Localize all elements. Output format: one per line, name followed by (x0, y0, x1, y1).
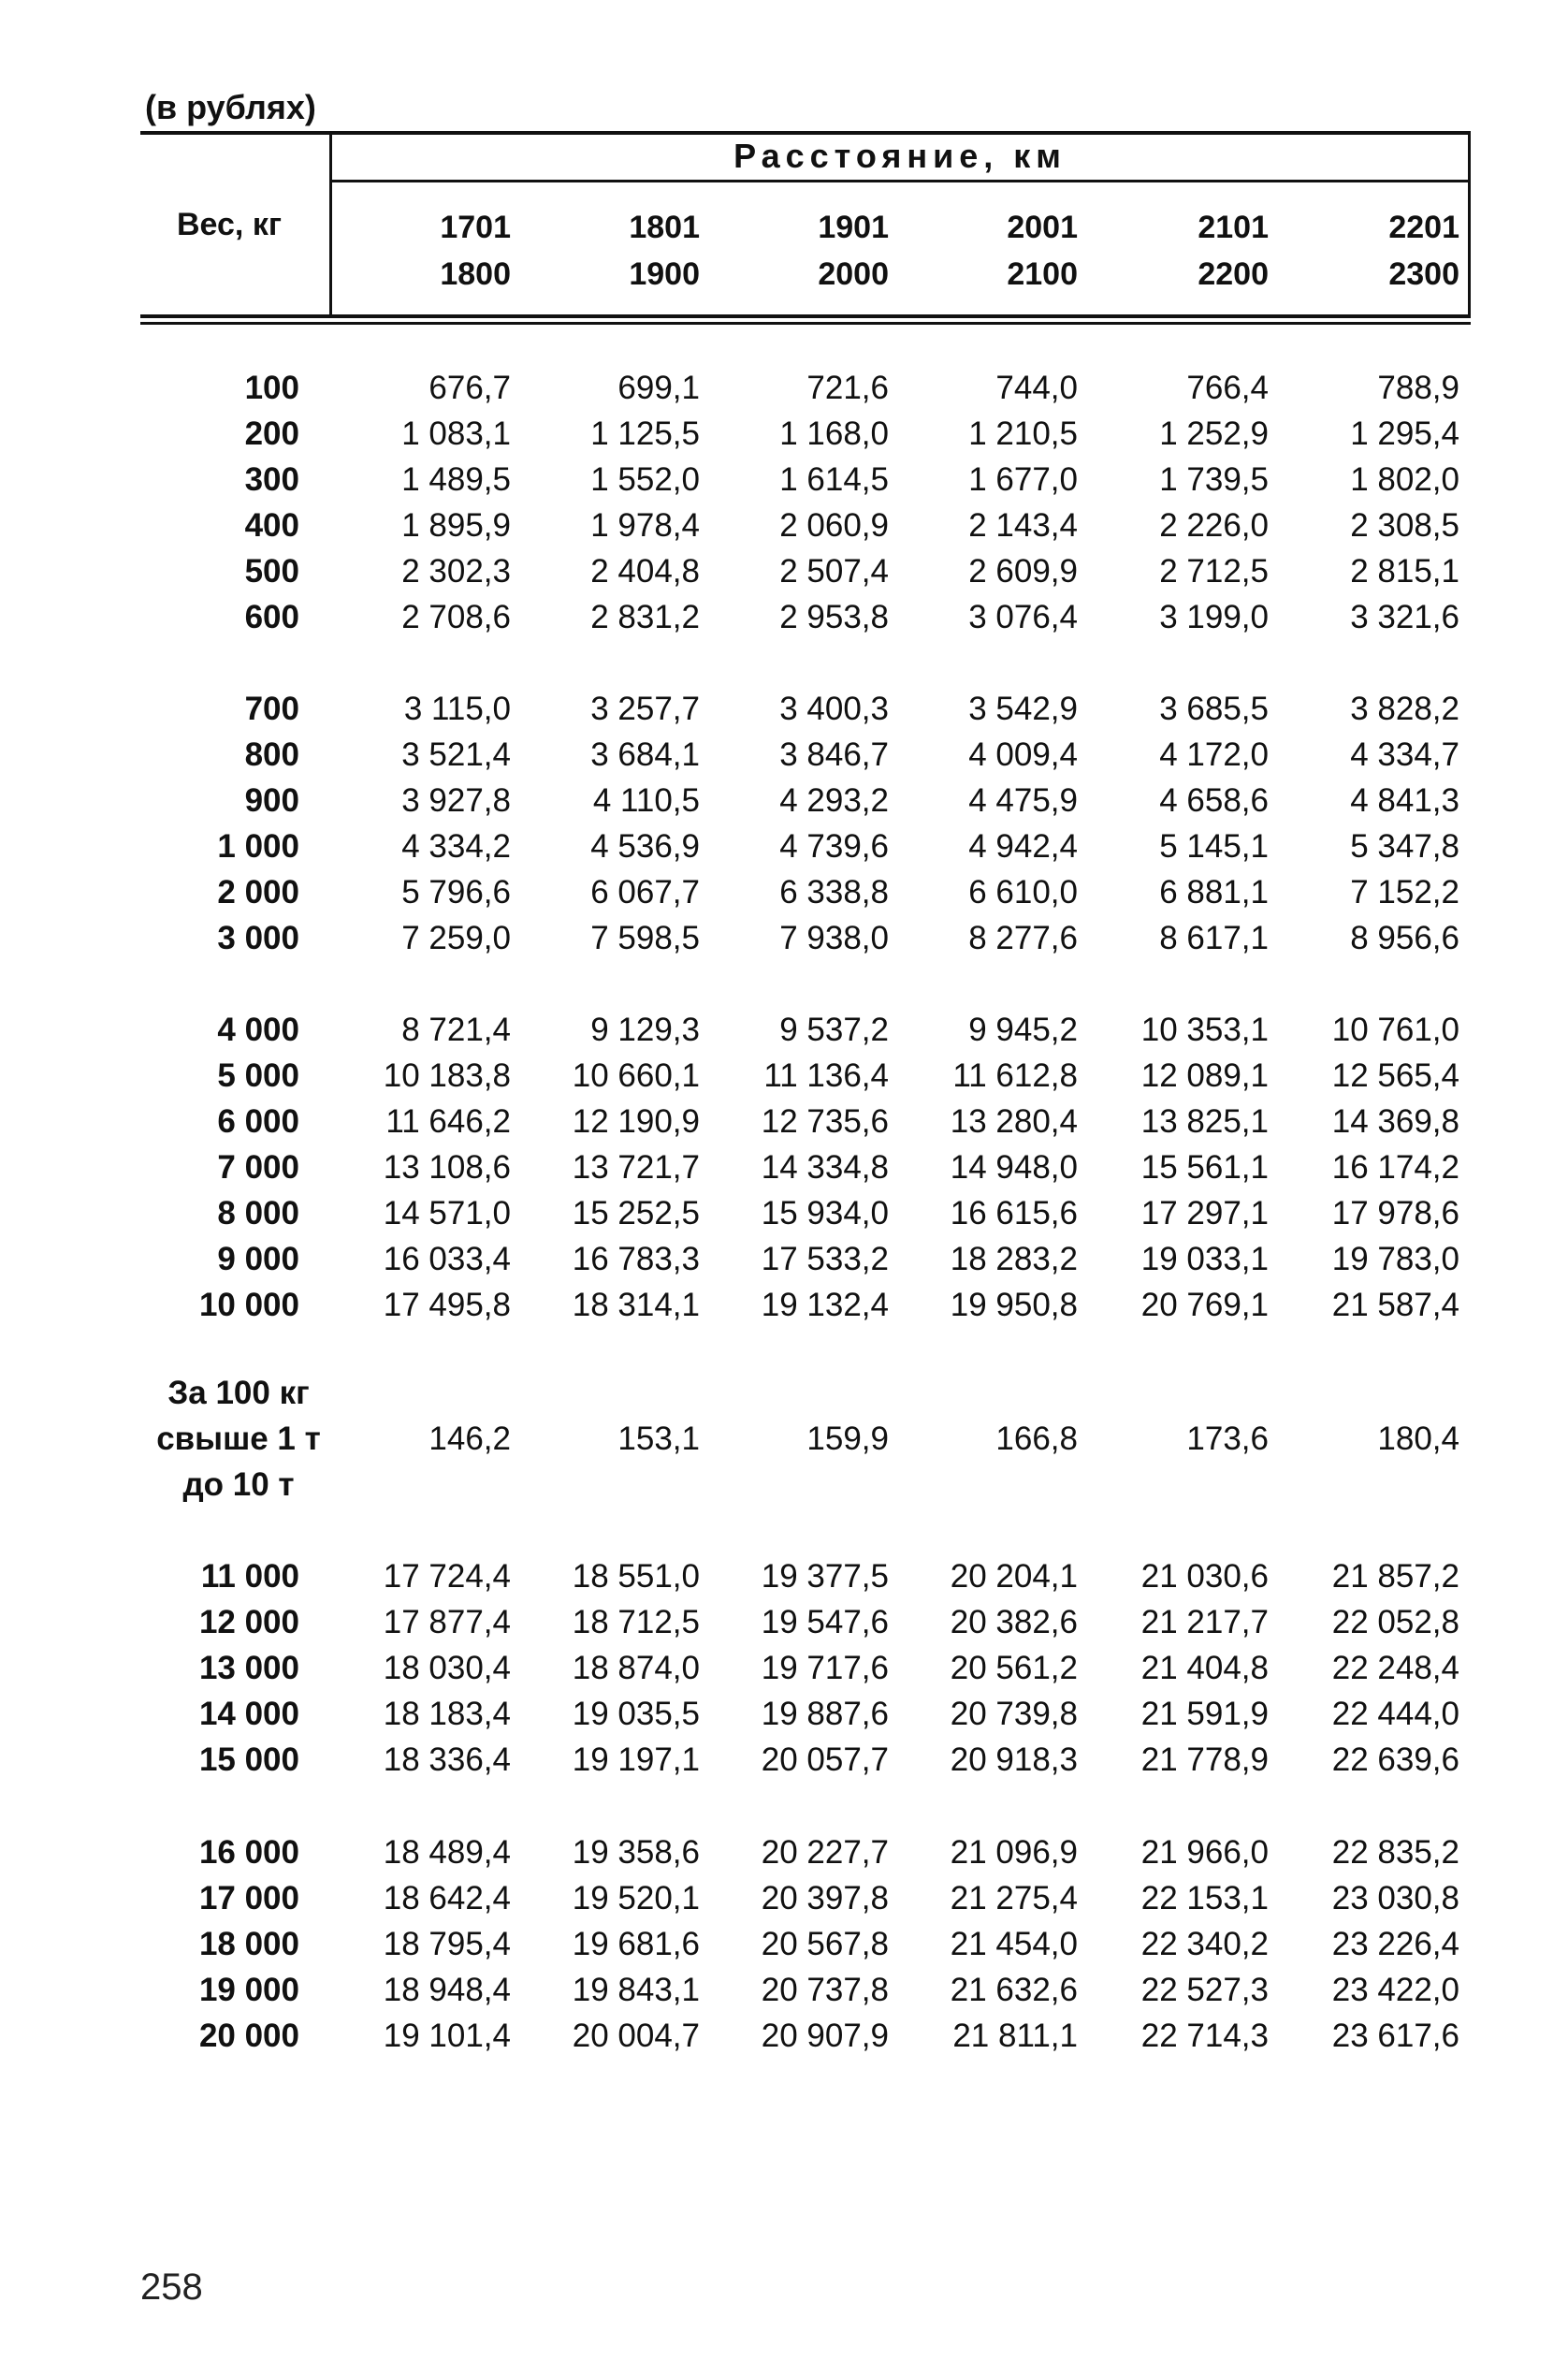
price-cell: 7 152,2 (1350, 874, 1459, 911)
price-cell: 17 978,6 (1331, 1195, 1459, 1231)
price-cell: 3 846,7 (779, 736, 889, 773)
price-cell: 6 610,0 (968, 874, 1078, 911)
surcharge-value: 159,9 (806, 1421, 889, 1457)
weight-cell: 12 000 (198, 1604, 299, 1640)
table-row (0, 1053, 1568, 1099)
price-cell: 21 404,8 (1140, 1650, 1269, 1686)
table-row (0, 686, 1568, 732)
price-cell: 22 248,4 (1331, 1650, 1459, 1686)
price-cell: 7 598,5 (590, 920, 700, 956)
price-cell: 2 831,2 (590, 599, 700, 635)
price-cell: 13 721,7 (572, 1149, 700, 1186)
price-cell: 8 277,6 (968, 920, 1078, 956)
column-to: 2200 (1198, 256, 1269, 292)
surcharge-label-line: свыше 1 т (156, 1421, 321, 1457)
price-cell: 3 684,1 (590, 736, 700, 773)
price-cell: 14 369,8 (1331, 1103, 1459, 1140)
price-cell: 20 057,7 (761, 1741, 889, 1778)
weight-cell: 3 000 (217, 920, 299, 956)
price-cell: 19 033,1 (1140, 1241, 1269, 1277)
price-cell: 676,7 (428, 370, 511, 406)
weight-cell: 9 000 (217, 1241, 299, 1277)
price-cell: 20 561,2 (950, 1650, 1078, 1686)
table-row (0, 503, 1568, 548)
price-cell: 3 115,0 (403, 691, 511, 727)
price-cell: 14 334,8 (761, 1149, 889, 1186)
surcharge-value: 173,6 (1186, 1421, 1269, 1457)
price-cell: 11 612,8 (952, 1057, 1078, 1094)
price-cell: 21 591,9 (1140, 1696, 1269, 1732)
price-cell: 16 174,2 (1331, 1149, 1459, 1186)
price-cell: 11 136,4 (763, 1057, 889, 1094)
price-cell: 4 334,2 (401, 828, 511, 865)
price-cell: 21 778,9 (1140, 1741, 1269, 1778)
price-cell: 1 252,9 (1159, 415, 1269, 452)
price-cell: 19 377,5 (761, 1558, 889, 1595)
price-cell: 16 033,4 (383, 1241, 511, 1277)
unit-note: (в рублях) (145, 88, 316, 126)
price-cell: 2 815,1 (1350, 553, 1459, 590)
table-row (0, 732, 1568, 778)
price-cell: 12 089,1 (1140, 1057, 1269, 1094)
price-cell: 9 537,2 (779, 1012, 889, 1048)
surcharge-value: 153,1 (617, 1421, 700, 1457)
weight-cell: 16 000 (198, 1834, 299, 1871)
weight-cell: 200 (244, 415, 299, 452)
price-cell: 1 978,4 (590, 507, 700, 544)
price-cell: 22 340,2 (1140, 1926, 1269, 1962)
weight-cell: 19 000 (198, 1972, 299, 2008)
price-cell: 19 547,6 (761, 1604, 889, 1640)
price-cell: 20 004,7 (572, 2018, 700, 2054)
column-to: 1900 (629, 256, 700, 292)
price-cell: 17 495,8 (383, 1287, 511, 1323)
price-cell: 12 190,9 (572, 1103, 700, 1140)
price-cell: 19 681,6 (572, 1926, 700, 1962)
price-cell: 1 677,0 (968, 461, 1078, 498)
column-from: 2001 (1007, 210, 1078, 245)
surcharge-value: 180,4 (1377, 1421, 1459, 1457)
price-cell: 22 835,2 (1331, 1834, 1459, 1871)
table-row (0, 1737, 1568, 1783)
price-cell: 22 153,1 (1140, 1880, 1269, 1916)
price-cell: 788,9 (1377, 370, 1459, 406)
column-from: 1901 (818, 210, 889, 245)
price-cell: 2 712,5 (1159, 553, 1269, 590)
price-cell: 1 210,5 (968, 415, 1078, 452)
price-cell: 18 874,0 (572, 1650, 700, 1686)
table-row (0, 1599, 1568, 1645)
price-cell: 18 314,1 (572, 1287, 700, 1323)
column-from: 2201 (1388, 210, 1459, 245)
price-cell: 1 614,5 (779, 461, 889, 498)
price-cell: 21 632,6 (950, 1972, 1078, 2008)
price-cell: 18 336,4 (383, 1741, 511, 1778)
price-cell: 4 536,9 (590, 828, 700, 865)
column-from: 1701 (440, 210, 511, 245)
price-cell: 19 783,0 (1331, 1241, 1459, 1277)
price-cell: 4 009,4 (968, 736, 1078, 773)
price-cell: 3 927,8 (401, 782, 511, 819)
price-cell: 6 338,8 (779, 874, 889, 911)
table-row (0, 1921, 1568, 1967)
price-cell: 21 275,4 (950, 1880, 1078, 1916)
table-row (0, 1829, 1568, 1875)
column-to: 2300 (1388, 256, 1459, 292)
weight-cell: 700 (244, 691, 299, 727)
price-cell: 2 953,8 (779, 599, 889, 635)
price-cell: 5 145,1 (1159, 828, 1269, 865)
table-row (0, 1553, 1568, 1599)
price-cell: 4 658,6 (1159, 782, 1269, 819)
price-cell: 18 795,4 (383, 1926, 511, 1962)
weight-cell: 6 000 (217, 1103, 299, 1140)
price-cell: 19 887,6 (761, 1696, 889, 1732)
price-cell: 23 030,8 (1331, 1880, 1459, 1916)
price-cell: 2 308,5 (1350, 507, 1459, 544)
column-from: 2101 (1198, 210, 1269, 245)
price-cell: 23 422,0 (1331, 1972, 1459, 2008)
table-row (0, 1875, 1568, 1921)
table-row (0, 823, 1568, 869)
price-cell: 721,6 (806, 370, 889, 406)
price-cell: 4 110,5 (592, 782, 700, 819)
weight-cell: 7 000 (217, 1149, 299, 1186)
price-cell: 13 108,6 (383, 1149, 511, 1186)
price-cell: 21 217,7 (1140, 1604, 1269, 1640)
price-cell: 9 945,2 (968, 1012, 1078, 1048)
weight-cell: 10 000 (198, 1287, 299, 1323)
column-from: 1801 (629, 210, 700, 245)
price-cell: 13 280,4 (950, 1103, 1078, 1140)
weight-cell: 8 000 (217, 1195, 299, 1231)
page-number: 258 (140, 2266, 203, 2308)
price-cell: 19 035,5 (572, 1696, 700, 1732)
surcharge-row (0, 1416, 1568, 1462)
price-cell: 4 475,9 (968, 782, 1078, 819)
price-cell: 1 489,5 (401, 461, 511, 498)
price-cell: 1 552,0 (590, 461, 700, 498)
table-row (0, 1190, 1568, 1236)
price-cell: 20 397,8 (761, 1880, 889, 1916)
table-row (0, 411, 1568, 457)
price-cell: 19 358,6 (572, 1834, 700, 1871)
price-cell: 22 527,3 (1140, 1972, 1269, 2008)
price-cell: 766,4 (1186, 370, 1269, 406)
price-cell: 20 907,9 (761, 2018, 889, 2054)
table-row (0, 548, 1568, 594)
weight-cell: 14 000 (198, 1696, 299, 1732)
price-cell: 21 030,6 (1140, 1558, 1269, 1595)
price-cell: 4 172,0 (1159, 736, 1269, 773)
price-cell: 3 199,0 (1159, 599, 1269, 635)
table-row (0, 915, 1568, 961)
price-cell: 12 735,6 (761, 1103, 889, 1140)
price-cell: 19 520,1 (572, 1880, 700, 1916)
price-cell: 20 739,8 (950, 1696, 1078, 1732)
price-cell: 4 739,6 (779, 828, 889, 865)
weight-cell: 2 000 (217, 874, 299, 911)
price-cell: 18 551,0 (572, 1558, 700, 1595)
price-cell: 20 737,8 (761, 1972, 889, 2008)
table-row (0, 1691, 1568, 1737)
table-row (0, 1144, 1568, 1190)
price-cell: 9 129,3 (590, 1012, 700, 1048)
price-cell: 17 877,4 (383, 1604, 511, 1640)
price-cell: 22 639,6 (1331, 1741, 1459, 1778)
surcharge-value: 166,8 (995, 1421, 1078, 1457)
price-cell: 18 489,4 (383, 1834, 511, 1871)
price-cell: 18 183,4 (383, 1696, 511, 1732)
price-cell: 2 404,8 (590, 553, 700, 590)
price-cell: 13 825,1 (1140, 1103, 1269, 1140)
price-cell: 15 561,1 (1140, 1149, 1269, 1186)
price-cell: 2 226,0 (1159, 507, 1269, 544)
price-cell: 6 067,7 (590, 874, 700, 911)
price-cell: 20 227,7 (761, 1834, 889, 1871)
weight-cell: 300 (244, 461, 299, 498)
table-row (0, 869, 1568, 915)
price-cell: 19 843,1 (572, 1972, 700, 2008)
price-cell: 3 542,9 (968, 691, 1078, 727)
weight-cell: 900 (244, 782, 299, 819)
table-row (0, 1645, 1568, 1691)
price-cell: 19 101,4 (383, 2018, 511, 2054)
price-cell: 2 708,6 (401, 599, 511, 635)
price-cell: 4 293,2 (779, 782, 889, 819)
price-cell: 3 828,2 (1350, 691, 1459, 727)
price-cell: 8 956,6 (1350, 920, 1459, 956)
price-cell: 4 841,3 (1350, 782, 1459, 819)
price-cell: 23 226,4 (1331, 1926, 1459, 1962)
price-cell: 16 615,6 (950, 1195, 1078, 1231)
price-cell: 18 712,5 (572, 1604, 700, 1640)
price-cell: 6 881,1 (1159, 874, 1269, 911)
weight-cell: 20 000 (198, 2018, 299, 2054)
price-cell: 21 454,0 (950, 1926, 1078, 1962)
table-row (0, 365, 1568, 411)
table-row (0, 778, 1568, 823)
price-cell: 2 302,3 (401, 553, 511, 590)
price-cell: 699,1 (617, 370, 700, 406)
weight-cell: 400 (244, 507, 299, 544)
price-cell: 2 609,9 (968, 553, 1078, 590)
price-cell: 19 717,6 (761, 1650, 889, 1686)
price-cell: 2 060,9 (779, 507, 889, 544)
price-cell: 22 714,3 (1140, 2018, 1269, 2054)
weight-cell: 11 000 (200, 1558, 299, 1595)
price-cell: 3 321,6 (1350, 599, 1459, 635)
weight-cell: 18 000 (198, 1926, 299, 1962)
price-cell: 5 347,8 (1350, 828, 1459, 865)
price-cell: 1 739,5 (1159, 461, 1269, 498)
column-to: 2000 (818, 256, 889, 292)
price-cell: 22 052,8 (1331, 1604, 1459, 1640)
price-cell: 20 567,8 (761, 1926, 889, 1962)
table-row (0, 1007, 1568, 1053)
surcharge-label-line: до 10 т (182, 1466, 295, 1503)
price-cell: 20 382,6 (950, 1604, 1078, 1640)
column-to: 2100 (1007, 256, 1078, 292)
column-to: 1800 (440, 256, 511, 292)
price-cell: 3 257,7 (590, 691, 700, 727)
price-cell: 18 283,2 (950, 1241, 1078, 1277)
price-cell: 14 948,0 (950, 1149, 1078, 1186)
weight-header: Вес, кг (177, 207, 282, 242)
surcharge-value: 146,2 (428, 1421, 511, 1457)
weight-cell: 500 (244, 553, 299, 590)
price-cell: 7 259,0 (401, 920, 511, 956)
price-cell: 1 802,0 (1350, 461, 1459, 498)
price-cell: 19 197,1 (572, 1741, 700, 1778)
price-cell: 14 571,0 (383, 1195, 511, 1231)
price-cell: 1 083,1 (401, 415, 511, 452)
price-cell: 2 507,4 (779, 553, 889, 590)
price-cell: 5 796,6 (401, 874, 511, 911)
price-cell: 10 183,8 (383, 1057, 511, 1094)
price-cell: 16 783,3 (572, 1241, 700, 1277)
table-row (0, 1236, 1568, 1282)
weight-cell: 13 000 (198, 1650, 299, 1686)
table-row (0, 594, 1568, 640)
price-cell: 21 096,9 (950, 1834, 1078, 1871)
price-cell: 19 950,8 (950, 1287, 1078, 1323)
weight-cell: 600 (244, 599, 299, 635)
table-row (0, 1282, 1568, 1328)
price-cell: 11 646,2 (385, 1103, 511, 1140)
price-cell: 7 938,0 (779, 920, 889, 956)
price-cell: 20 918,3 (950, 1741, 1078, 1778)
price-cell: 17 533,2 (761, 1241, 889, 1277)
price-cell: 10 761,0 (1331, 1012, 1459, 1048)
weight-cell: 17 000 (198, 1880, 299, 1916)
price-cell: 8 721,4 (401, 1012, 511, 1048)
weight-cell: 1 000 (217, 828, 299, 865)
weight-cell: 800 (244, 736, 299, 773)
price-cell: 21 857,2 (1331, 1558, 1459, 1595)
price-cell: 18 030,4 (383, 1650, 511, 1686)
price-cell: 4 334,7 (1350, 736, 1459, 773)
price-cell: 12 565,4 (1331, 1057, 1459, 1094)
weight-cell: 4 000 (217, 1012, 299, 1048)
price-cell: 3 521,4 (401, 736, 511, 773)
price-cell: 3 076,4 (968, 599, 1078, 635)
price-cell: 18 642,4 (383, 1880, 511, 1916)
table-row (0, 457, 1568, 503)
weight-cell: 15 000 (198, 1741, 299, 1778)
price-cell: 1 295,4 (1350, 415, 1459, 452)
price-cell: 17 297,1 (1140, 1195, 1269, 1231)
table-row (0, 2013, 1568, 2059)
price-cell: 20 204,1 (950, 1558, 1078, 1595)
price-cell: 8 617,1 (1159, 920, 1269, 956)
table-row (0, 1967, 1568, 2013)
price-cell: 21 811,1 (952, 2018, 1078, 2054)
surcharge-label-line: За 100 кг (167, 1375, 310, 1411)
table-row (0, 1099, 1568, 1144)
price-cell: 15 934,0 (761, 1195, 889, 1231)
price-cell: 20 769,1 (1140, 1287, 1269, 1323)
price-cell: 3 400,3 (779, 691, 889, 727)
price-cell: 3 685,5 (1159, 691, 1269, 727)
price-cell: 744,0 (995, 370, 1078, 406)
weight-cell: 5 000 (217, 1057, 299, 1094)
price-cell: 1 168,0 (779, 415, 889, 452)
price-cell: 15 252,5 (572, 1195, 700, 1231)
price-cell: 10 353,1 (1140, 1012, 1269, 1048)
price-cell: 23 617,6 (1331, 2018, 1459, 2054)
price-cell: 22 444,0 (1331, 1696, 1459, 1732)
price-cell: 17 724,4 (383, 1558, 511, 1595)
price-cell: 10 660,1 (572, 1057, 700, 1094)
price-cell: 4 942,4 (968, 828, 1078, 865)
price-cell: 2 143,4 (968, 507, 1078, 544)
price-cell: 21 966,0 (1140, 1834, 1269, 1871)
price-cell: 1 895,9 (401, 507, 511, 544)
weight-cell: 100 (244, 370, 299, 406)
price-cell: 18 948,4 (383, 1972, 511, 2008)
price-cell: 19 132,4 (761, 1287, 889, 1323)
distance-header: Расстояние, км (733, 137, 1067, 175)
price-cell: 1 125,5 (590, 415, 700, 452)
price-cell: 21 587,4 (1331, 1287, 1459, 1323)
